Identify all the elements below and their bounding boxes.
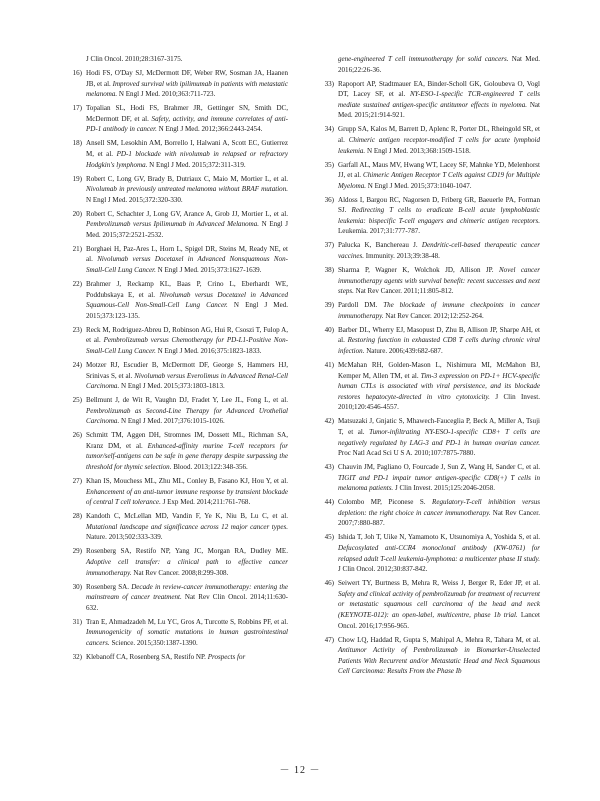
reference-number: 21) bbox=[72, 244, 82, 253]
reference-title: Redirecting T cells to eradicate B-cell acute lymphoblastic leukemia: bispecific T-cell engagers and chimeric antigen receptors. bbox=[338, 206, 540, 225]
reference-entry bbox=[314, 265, 540, 297]
reference-authors: Colombo MP, Piconese S. bbox=[338, 498, 426, 507]
reference-title: Enhancement of an anti-tumor immune response by transient blockade of central T cell tolerance. bbox=[86, 487, 288, 507]
reference-number: 16) bbox=[72, 68, 82, 77]
reference-title: Antitumor Activity of Pembrolizumab in Biomarker-Unselected Patients With Recurrent and/or Metastatic Head and Neck Squamous Cell Carcinoma: Results From the Phase Ib bbox=[338, 646, 540, 676]
reference-entry bbox=[62, 546, 288, 578]
reference-number: 47) bbox=[324, 635, 334, 644]
reference-number: 36) bbox=[324, 195, 334, 204]
reference-title: Mutational landscape and significance across 12 major cancer types. bbox=[86, 522, 288, 531]
reference-authors: Borghaei H, Paz-Ares L, Horn L, Spigel DR, Steins M, Ready NE, et al. bbox=[86, 244, 288, 264]
reference-entry bbox=[314, 360, 540, 413]
reference-authors: Ishida T, Joh T, Uike N, Yamamoto K, Utsunomiya A, Yoshida S, et al. bbox=[338, 533, 540, 542]
reference-entry bbox=[62, 68, 288, 100]
reference-title: Novel cancer immunotherapy agents with survival benefit: recent successes and next steps. bbox=[338, 266, 540, 296]
reference-entry bbox=[62, 279, 288, 321]
reference-source: Nat Rev Cancer. 2008;8:299-308. bbox=[133, 568, 229, 577]
reference-entry bbox=[62, 476, 288, 508]
reference-source: N Engl J Med. 2015;372:320-330. bbox=[86, 195, 183, 204]
reference-entry bbox=[314, 497, 540, 529]
reference-title: Defucosylated anti-CCR4 monoclonal antibody (KW-0761) for relapsed adult T-cell leukemia-lymphoma: a multicenter phase II study. bbox=[338, 544, 540, 563]
reference-source: J Clin Oncol. 2010;28:3167-3175. bbox=[86, 55, 183, 63]
reference-entry bbox=[62, 511, 288, 543]
reference-title: Chimeric antigen receptor-modified T cells for acute lymphoid leukemia. bbox=[338, 135, 540, 155]
reference-title: gene-engineered T cell immunotherapy for solid cancers. bbox=[338, 55, 509, 63]
reference-source: Nat Rev Cancer. 2012;12:252-264. bbox=[385, 311, 484, 320]
reference-number: 29) bbox=[72, 547, 82, 556]
reference-number: 28) bbox=[72, 512, 82, 521]
reference-title: Improved survival with ipilimumab in patients with metastatic melanoma. bbox=[86, 79, 288, 99]
reference-title: Tim-3 expression on PD-1+ HCV-specific human CTLs is associated with viral persistence, and its blockade restores hepatocyte-directed in vitro cytotoxicity. bbox=[338, 371, 540, 401]
reference-number: 40) bbox=[324, 325, 334, 334]
reference-title: Dendritic-cell-based therapeutic cancer vaccines. bbox=[338, 241, 540, 261]
reference-title: Regulatory-T-cell inhibition versus depletion: the right choice in cancer immunotherapy. bbox=[338, 498, 540, 517]
reference-entry bbox=[314, 195, 540, 237]
reference-entry bbox=[62, 209, 288, 241]
reference-title: Restoring function in exhausted CD8 T cells during chronic viral infection. bbox=[338, 336, 540, 355]
reference-source: Immunity. 2013;39:38-48. bbox=[365, 252, 440, 261]
reference-number: 22) bbox=[72, 280, 82, 289]
reference-number: 46) bbox=[324, 579, 334, 588]
reference-title: NY-ESO-1-specific TCR-engineered T cells mediate sustained antigen-specific antitumor effects in myeloma. bbox=[338, 90, 541, 109]
reference-number: 34) bbox=[324, 125, 334, 134]
reference-number: 43) bbox=[324, 463, 334, 472]
reference-number: 19) bbox=[72, 174, 82, 183]
reference-source: Nat Rev Clin Oncol. 2014;11:630-632. bbox=[86, 593, 288, 612]
reference-source: Nature. 2006;439:682-687. bbox=[366, 346, 443, 355]
reference-authors: Kandoth C, McLellan MD, Vandin F, Ye K, Niu B, Lu C, et al. bbox=[86, 512, 288, 521]
reference-source: Nat Rev Cancer. 2007;7:880-887. bbox=[338, 508, 540, 528]
reference-source: J Clin Oncol. 2012;30:837-842. bbox=[338, 565, 428, 574]
reference-authors: Palucka K, Banchereau J. bbox=[338, 241, 418, 250]
reference-source: N Engl J Med. 2017;376:1015-1026. bbox=[120, 417, 225, 426]
reference-source: Nat Med. 2016;22:26-36. bbox=[338, 55, 540, 74]
reference-entry bbox=[314, 79, 540, 121]
reference-authors: Grupp SA, Kalos M, Barrett D, Aplenc R, Porter DL, Rheingold SR, et al. bbox=[338, 125, 540, 144]
reference-authors: Sharma P, Wagner K, Wolchok JD, Allison JP. bbox=[338, 266, 494, 275]
reference-entry bbox=[62, 325, 288, 357]
reference-source: N Engl J Med. 2015;372:2521-2532. bbox=[86, 220, 289, 239]
reference-entry bbox=[314, 416, 540, 458]
reference-source: J Clin Invest. 2010;120:4546-4557. bbox=[338, 392, 540, 412]
reference-source: N Engl J Med. 2015;373:1040-1047. bbox=[367, 181, 472, 190]
reference-entry bbox=[314, 300, 540, 321]
reference-entry bbox=[314, 160, 540, 192]
reference-source: N Engl J Med. 2010;363:711-723. bbox=[118, 90, 216, 99]
reference-entry bbox=[314, 240, 540, 261]
reference-entry bbox=[62, 582, 288, 614]
reference-authors: Motzer RJ, Escudier B, McDermott DF, George S, Hammers HJ, Srinivas S, et al. bbox=[86, 360, 288, 380]
reference-title: Chimeric Antigen Receptor T Cells against CD19 for Multiple Myeloma. bbox=[338, 171, 541, 190]
reference-title: The blockade of immune checkpoints in cancer immunotherapy. bbox=[338, 301, 540, 320]
reference-entry bbox=[62, 54, 288, 65]
reference-number: 44) bbox=[324, 498, 334, 507]
reference-title: Immunogenicity of somatic mutations in human gastrointestinal cancers. bbox=[86, 628, 288, 647]
reference-authors: Klebanoff CA, Rosenberg SA, Restifo NP. bbox=[86, 652, 206, 661]
reference-authors: Seiwert TY, Burtness B, Mehra R, Weiss J, Berger R, Eder JP, et al. bbox=[338, 579, 540, 588]
reference-number: 38) bbox=[324, 266, 334, 275]
reference-title: Safety, activity, and immune correlates of anti-PD-1 antibody in cancer. bbox=[86, 114, 288, 134]
reference-number: 26) bbox=[72, 431, 82, 440]
reference-title: Nivolumab versus Docetaxel in Advanced Squamous-Cell Non-Small-Cell Lung Cancer. bbox=[86, 290, 288, 310]
reference-title: Nivolumab versus Everolimus in Advanced Renal-Cell Carcinoma. bbox=[86, 371, 288, 391]
reference-number: 35) bbox=[324, 160, 334, 169]
reference-title: Adoptive cell transfer: a clinical path to effective cancer immunotherapy. bbox=[86, 558, 288, 577]
reference-authors: Rosenberg SA, Restifo NP, Yang JC, Morgan RA, Dudley ME. bbox=[86, 547, 288, 556]
reference-number: 23) bbox=[72, 325, 82, 334]
reference-source: Lancet Oncol. 2016;17:956-965. bbox=[338, 610, 541, 630]
reference-title: Prospects for bbox=[207, 652, 246, 661]
reference-entry bbox=[62, 174, 288, 206]
reference-authors: Reck M, Rodriguez-Abreu D, Robinson AG, Hui R, Csoszi T, Fulop A, et al. bbox=[86, 325, 288, 345]
reference-authors: Pardoll DM. bbox=[338, 301, 378, 310]
reference-entry bbox=[62, 617, 288, 649]
reference-authors: Ansell SM, Lesokhin AM, Borrello I, Halwani A, Scott EC, Gutierrez M, et al. bbox=[86, 139, 288, 158]
reference-source: N Engl J Med. 2015;373:1627-1639. bbox=[157, 266, 262, 275]
reference-entry bbox=[314, 124, 540, 156]
reference-number: 27) bbox=[72, 477, 82, 486]
reference-authors: Chow LQ, Haddad R, Gupta S, Mahipal A, Mehra R, Tahara M, et al. bbox=[338, 635, 540, 644]
reference-number: 41) bbox=[324, 360, 334, 369]
reference-title: PD-1 blockade with nivolumab in relapsed or refractory Hodgkin's lymphoma. bbox=[86, 149, 289, 169]
reference-source: N Engl J Med. 2016;375:1823-1833. bbox=[157, 346, 262, 355]
reference-authors: Robert C, Long GV, Brady B, Dutriaux C, Maio M, Mortier L, et al. bbox=[86, 174, 288, 183]
reference-entry bbox=[62, 103, 288, 135]
reference-number: 42) bbox=[324, 417, 334, 426]
reference-authors: Matsuzaki J, Gnjatic S, Mhawech-Fauceglia P, Beck A, Miller A, Tsuji T, et al. bbox=[338, 417, 540, 436]
reference-entry bbox=[314, 635, 540, 677]
reference-title: TIGIT and PD-1 impair tumor antigen-specific CD8(+) T cells in melanoma patients. bbox=[338, 473, 540, 493]
reference-source: N Engl J Med. 2013;368:1509-1518. bbox=[366, 146, 471, 155]
reference-entry bbox=[314, 532, 540, 574]
reference-source: Leukemia. 2017;31:777-787. bbox=[338, 227, 421, 236]
reference-title: Tumor-infiltrating NY-ESO-1-specific CD8+ T cells are negatively regulated by LAG-3 and PD-1 in human ovarian cancer. bbox=[338, 427, 541, 447]
reference-source: N Engl J Med. 2015;373:123-135. bbox=[86, 301, 288, 320]
references-page bbox=[62, 54, 544, 754]
page-number: － 12 － bbox=[279, 765, 321, 776]
reference-title: Pembrolizumab versus Chemotherapy for PD-L1-Positive Non-Small-Cell Lung Cancer. bbox=[86, 336, 289, 355]
reference-authors: Khan IS, Mouchess ML, Zhu ML, Conley B, Fasano KJ, Hou Y, et al. bbox=[86, 477, 288, 486]
reference-entry bbox=[62, 244, 288, 276]
reference-title: Pembrolizumab versus Ipilimumab in Advanced Melanoma. bbox=[86, 220, 259, 229]
reference-source: Nat Med. 2015;21:914-921. bbox=[338, 100, 540, 120]
reference-number: 33) bbox=[324, 79, 334, 88]
reference-number: 25) bbox=[72, 396, 82, 405]
reference-entry bbox=[62, 360, 288, 392]
reference-authors: Rapoport AP, Stadtmauer EA, Binder-Scholl GK, Goloubeva O, Vogl DT, Lacey SF, et al. bbox=[338, 79, 540, 99]
reference-authors: Chauvin JM, Pagliano O, Fourcade J, Sun Z, Wang H, Sander C, et al. bbox=[338, 463, 540, 472]
reference-entry bbox=[314, 54, 540, 75]
reference-entry bbox=[62, 138, 288, 170]
reference-number: 24) bbox=[72, 360, 82, 369]
reference-title: Pembrolizumab as Second-Line Therapy for Advanced Urothelial Carcinoma. bbox=[86, 406, 288, 426]
reference-title: Enhanced-affinity murine T-cell receptors for tumor/self-antigens can be safe in gene therapy despite surpassing the threshold for thymic selection. bbox=[86, 441, 288, 472]
reference-authors: Tran E, Ahmadzadeh M, Lu YC, Gros A, Turcotte S, Robbins PF, et al. bbox=[86, 617, 288, 626]
reference-number: 39) bbox=[324, 301, 334, 310]
reference-authors: Schmitt TM, Aggen DH, Stromnes IM, Dossett ML, Richman SA, Kranz DM, et al. bbox=[86, 431, 288, 450]
reference-number: 20) bbox=[72, 209, 82, 218]
reference-source: N Engl J Med. 2012;366:2443-2454. bbox=[158, 125, 263, 134]
reference-authors: Bellmunt J, de Wit R, Vaughn DJ, Fradet Y, Lee JL, Fong L, et al. bbox=[86, 396, 288, 405]
reference-entry bbox=[314, 325, 540, 357]
reference-entry bbox=[62, 430, 288, 472]
reference-entry bbox=[314, 462, 540, 494]
reference-number: 30) bbox=[72, 582, 82, 591]
reference-source: Science. 2015;350:1387-1390. bbox=[111, 638, 198, 647]
reference-authors: Topalian SL, Hodi FS, Brahmer JR, Gettinger SN, Smith DC, McDermott DF, et al. bbox=[86, 104, 288, 123]
reference-source: N Engl J Med. 2015;373:1803-1813. bbox=[120, 382, 225, 391]
reference-number: 37) bbox=[324, 241, 334, 250]
reference-authors: Hodi FS, O'Day SJ, McDermott DF, Weber RW, Sosman JA, Haanen JB, et al. bbox=[86, 68, 288, 88]
reference-title: Nivolumab versus Docetaxel in Advanced Nonsquamous Non-Small-Cell Lung Cancer. bbox=[86, 255, 289, 275]
reference-authors: Rosenberg SA. bbox=[86, 582, 129, 591]
reference-source: J Exp Med. 2014;211:761-768. bbox=[162, 498, 251, 507]
reference-column-left bbox=[62, 54, 288, 666]
reference-title: Decade in review-cancer immunotherapy: entering the mainstream of cancer treatment. bbox=[86, 582, 288, 602]
reference-source: Blood. 2013;122:348-356. bbox=[173, 463, 248, 472]
reference-authors: Barber DL, Wherry EJ, Masopust D, Zhu B, Allison JP, Sharpe AH, et al. bbox=[338, 325, 540, 345]
reference-number: 32) bbox=[72, 652, 82, 661]
reference-source: J Clin Invest. 2015;125:2046-2058. bbox=[394, 484, 495, 493]
reference-number: 17) bbox=[72, 104, 82, 113]
reference-number: 31) bbox=[72, 617, 82, 626]
reference-source: Proc Natl Acad Sci U S A. 2010;107:7875-7880. bbox=[338, 449, 476, 458]
reference-source: Nature. 2013;502:333-339. bbox=[86, 533, 163, 542]
reference-entry bbox=[62, 652, 288, 663]
reference-authors: Aldoss I, Bargou RC, Nagorsen D, Friberg GR, Baeuerle PA, Forman SJ. bbox=[338, 195, 540, 215]
reference-authors: Garfall AL, Maus MV, Hwang WT, Lacey SF, Mahnke YD, Melenhorst JJ, et al. bbox=[338, 160, 540, 180]
reference-source: Nat Rev Cancer. 2011;11:805-812. bbox=[355, 287, 454, 296]
reference-authors: Robert C, Schachter J, Long GV, Arance A, Grob JJ, Mortier L, et al. bbox=[86, 209, 288, 218]
reference-title: Nivolumab in previously untreated melanoma without BRAF mutation. bbox=[86, 185, 288, 194]
reference-title: Safety and clinical activity of pembrolizumab for treatment of recurrent or metastatic squamous cell carcinoma of the head and neck (KEYNOTE-012): an open-label, multicentre, phase 1b trial. bbox=[338, 589, 540, 619]
reference-number: 18) bbox=[72, 139, 82, 148]
reference-authors: Brahmer J, Reckamp KL, Baas P, Crino L, Eberhardt WE, Poddubskaya E, et al. bbox=[86, 280, 288, 299]
reference-entry bbox=[314, 578, 540, 631]
reference-authors: McMahan RH, Golden-Mason L, Nishimura MI, McMahon BJ, Kemper M, Allen TM, et al. bbox=[338, 360, 540, 380]
reference-entry bbox=[62, 395, 288, 427]
reference-source: N Engl J Med. 2015;372:311-319. bbox=[149, 160, 246, 169]
reference-column-right bbox=[314, 54, 540, 680]
reference-number: 45) bbox=[324, 533, 334, 542]
